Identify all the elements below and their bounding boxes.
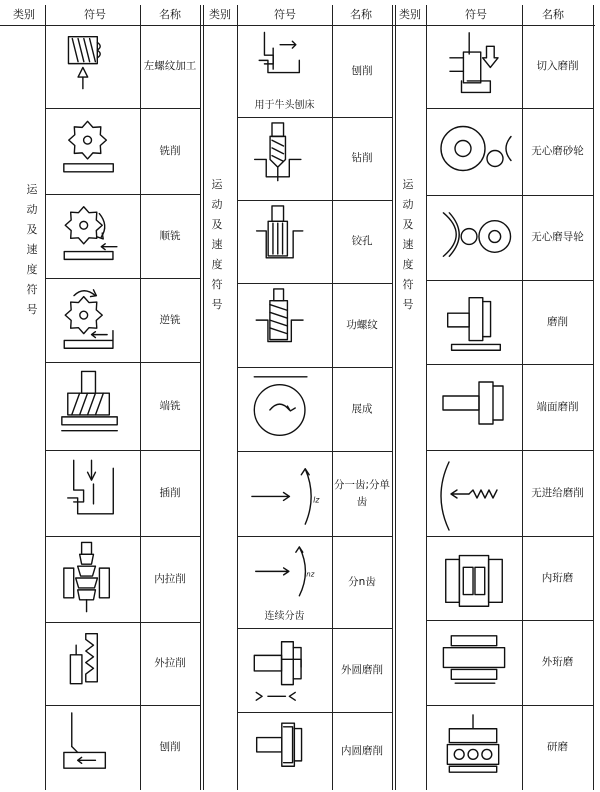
external-broaching-icon [48, 626, 137, 701]
header-name-1: 名称 [159, 8, 181, 21]
row-name: 分n齿 [348, 575, 376, 588]
row-name: 外珩磨 [541, 656, 574, 668]
header-symbol-1: 符号 [84, 8, 106, 21]
header-name-3: 名称 [542, 8, 564, 21]
row-name: 展成 [351, 402, 373, 415]
row-name: 内拉削 [154, 572, 186, 585]
row-name: 功螺纹 [346, 318, 378, 331]
drilling-icon [240, 121, 329, 196]
row-name: 无进给磨削 [531, 486, 584, 499]
face-grinding-icon [429, 368, 519, 446]
row-name: 外圆磨削 [341, 663, 383, 676]
row-name: 刨削 [159, 741, 181, 753]
row-name: 钻削 [351, 152, 373, 164]
external-grinding-icon [240, 632, 329, 708]
centerless-grinding-wheel-icon [429, 112, 519, 191]
left-thread-icon [48, 29, 137, 104]
row-name: 内珩磨 [541, 571, 574, 584]
centerless-regulating-wheel-icon [429, 199, 519, 276]
row-name: 左螺纹加工 [143, 60, 197, 72]
header-category-3: 类别 [399, 8, 421, 21]
climb-milling-icon [48, 198, 137, 274]
row-name: 磨削 [547, 315, 568, 328]
up-milling-icon [48, 282, 137, 358]
row-name: 端面磨削 [536, 400, 579, 413]
header-symbol-3: 符号 [465, 8, 487, 21]
svg-text:lz: lz [313, 495, 320, 505]
row-name: 铰孔 [351, 235, 373, 247]
index-one-tooth-icon [240, 455, 329, 532]
row-name: 端铣 [159, 399, 181, 412]
internal-grinding-icon [240, 716, 329, 786]
row-name: 切入磨削 [536, 60, 579, 72]
internal-broaching-icon [48, 540, 137, 618]
row-caption: 连续分齿 [264, 611, 305, 622]
internal-honing-icon [429, 540, 519, 616]
row-name: 研磨 [547, 741, 568, 753]
planing-icon [48, 709, 137, 786]
tapping-icon [240, 287, 329, 363]
category-label-1: 运 动 及 速 度 符 号 [26, 183, 38, 316]
milling-icon [48, 112, 137, 190]
svg-text:nz: nz [306, 570, 315, 579]
sparkout-grinding-icon [429, 454, 519, 532]
row-name: 外拉削 [154, 657, 186, 669]
row-name: 插削 [159, 486, 181, 499]
generating-icon [240, 371, 329, 447]
row-name: 无心磨导轮 [531, 231, 584, 243]
grinding-icon [429, 284, 519, 360]
row-name: 无心磨砂轮 [531, 145, 584, 157]
external-honing-icon [429, 624, 519, 701]
row-name: 逆铣 [159, 313, 181, 326]
header-category-1: 类别 [13, 8, 35, 21]
row-name: 刨削 [351, 64, 373, 77]
row-name: 顺铣 [159, 229, 181, 242]
reaming-icon [240, 204, 329, 279]
plunge-grinding-icon [429, 29, 519, 104]
row-caption: 用于牛头刨床 [254, 100, 315, 111]
header-name-2: 名称 [350, 8, 372, 21]
header-category-2: 类别 [209, 8, 231, 21]
category-label-3: 运 动 及 速 度 符 号 [402, 178, 414, 311]
shaper-planing-icon [240, 29, 329, 97]
slotting-icon [48, 454, 137, 532]
row-name: 分一齿;分单齿 [333, 478, 391, 508]
header-symbol-2: 符号 [274, 8, 296, 21]
row-name: 铣削 [159, 144, 181, 157]
index-n-teeth-icon [240, 540, 329, 608]
category-label-2: 运 动 及 速 度 符 号 [211, 178, 223, 311]
face-milling-icon [48, 366, 137, 446]
row-name: 内圆磨削 [341, 744, 383, 757]
lapping-icon [429, 709, 519, 786]
